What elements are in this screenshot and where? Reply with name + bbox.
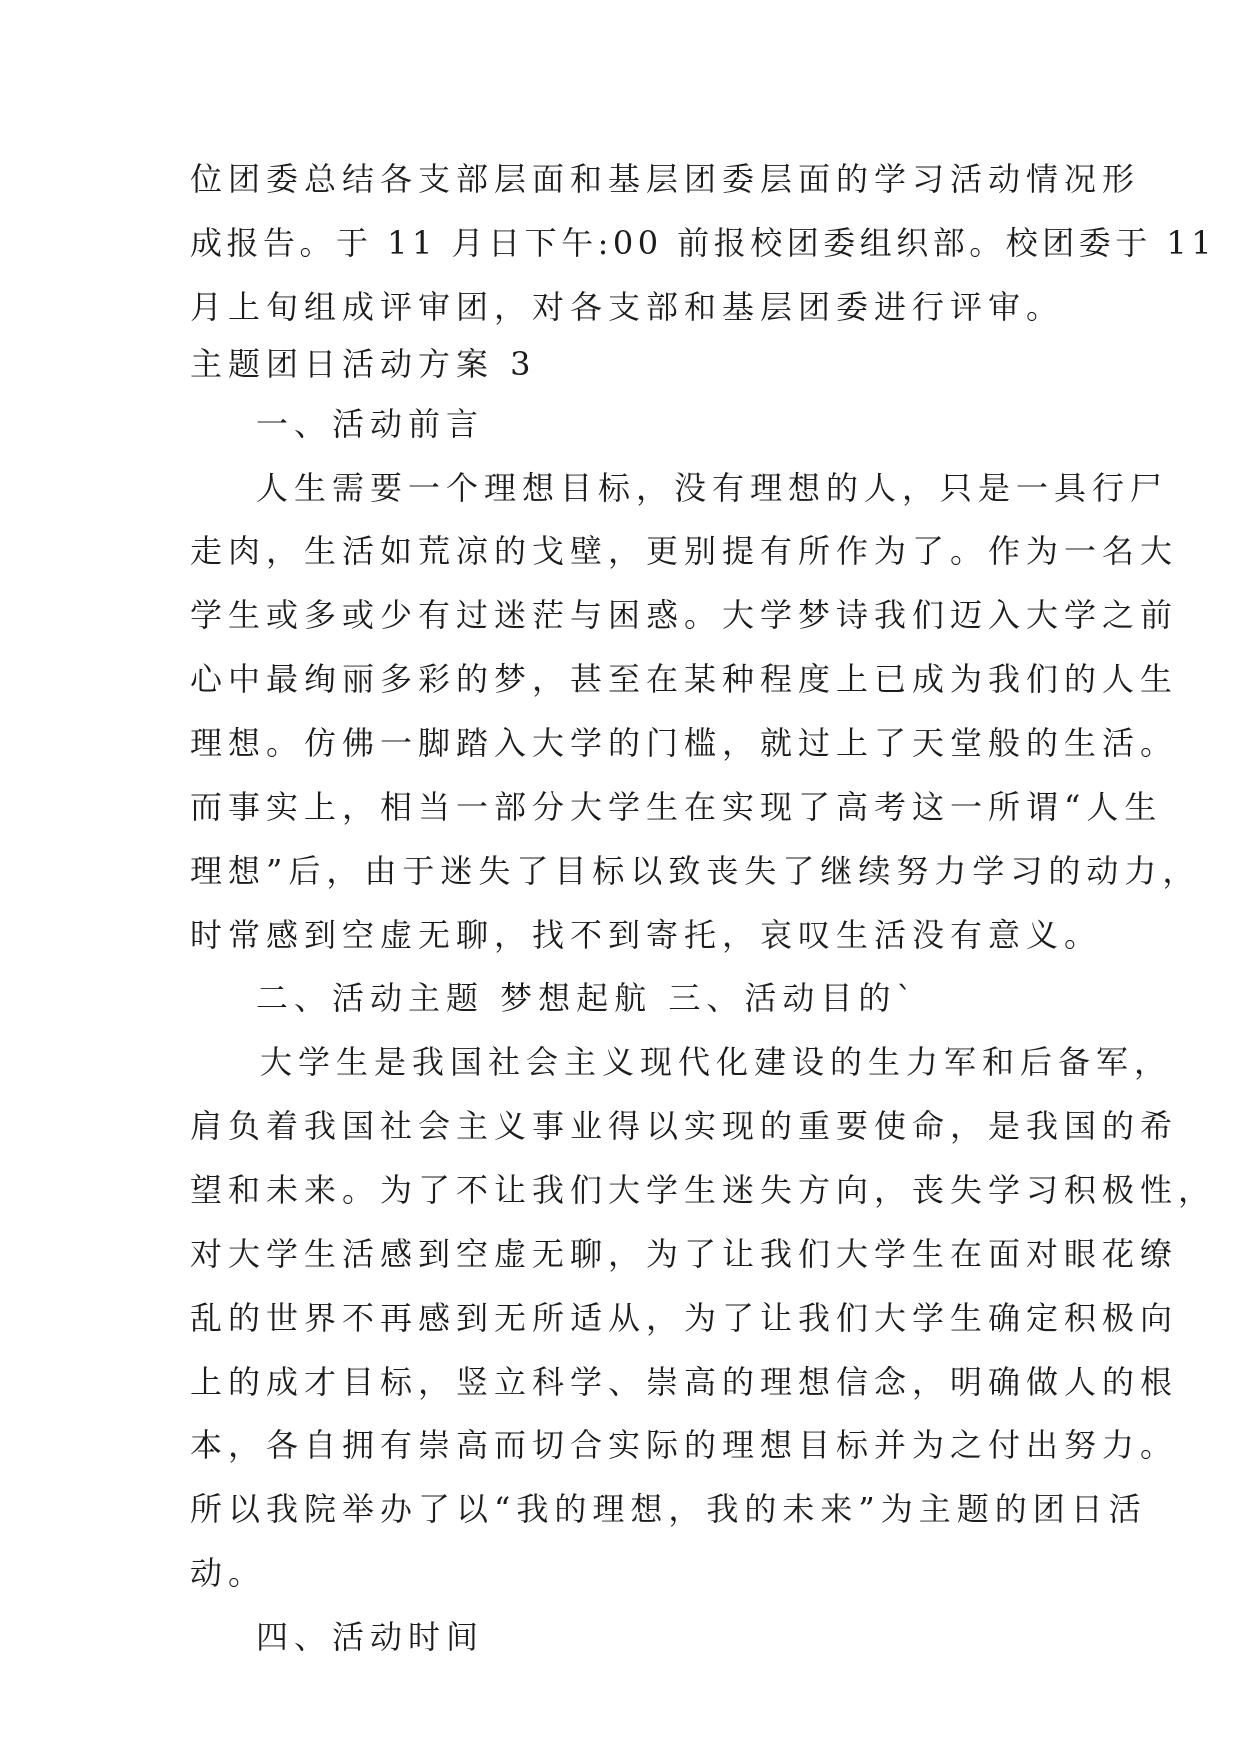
- body-line-12: 理想”后，由于迷失了目标以致丧失了继续努力学习的动力，: [190, 852, 1201, 890]
- body-line-16: 肩负着我国社会主义事业得以实现的重要使命，是我国的希: [190, 1107, 1179, 1145]
- body-line-13: 时常感到空虚无聊，找不到寄托，哀叹生活没有意义。: [190, 916, 1103, 954]
- body-line-2: 成报告。于 11 月日下午:00 前报校团委组织部。校团委于 11: [190, 224, 1217, 262]
- subheading-theme-purpose: 二、活动主题 梦想起航 三、活动目的`: [256, 979, 919, 1017]
- body-line-3: 月上旬组成评审团，对各支部和基层团委进行评审。: [190, 288, 1065, 326]
- body-line-7: 走肉，生活如荒凉的戈壁，更别提有所作为了。作为一名大: [190, 532, 1179, 570]
- body-line-9: 心中最绚丽多彩的梦，甚至在某种程度上已成为我们的人生: [190, 660, 1179, 698]
- body-line-10: 理想。仿佛一脚踏入大学的门槛，就过上了天堂般的生活。: [190, 724, 1179, 762]
- body-line-20: 上的成才目标，竖立科学、崇高的理想信念，明确做人的根: [190, 1363, 1179, 1401]
- body-line-23: 动。: [190, 1554, 267, 1592]
- body-line-22: 所以我院举办了以“我的理想，我的未来”为主题的团日活: [190, 1490, 1147, 1528]
- section-heading: 主题团日活动方案 3: [190, 345, 537, 383]
- body-line-17: 望和未来。为了不让我们大学生迷失方向，丧失学习积极性，: [190, 1171, 1217, 1209]
- body-line-18: 对大学生活感到空虚无聊，为了让我们大学生在面对眼花缭: [190, 1235, 1179, 1273]
- body-line-1: 位团委总结各支部层面和基层团委层面的学习活动情况形: [190, 160, 1141, 198]
- body-line-21: 本，各自拥有崇高而切合实际的理想目标并为之付出努力。: [190, 1426, 1179, 1464]
- body-line-8: 学生或多或少有过迷茫与困惑。大学梦诗我们迈入大学之前: [190, 596, 1179, 634]
- body-line-11: 而事实上，相当一部分大学生在实现了高考这一所谓“人生: [190, 788, 1163, 826]
- body-line-6: 人生需要一个理想目标，没有理想的人，只是一具行尸: [256, 469, 1169, 507]
- subheading-preface: 一、活动前言: [256, 405, 485, 443]
- subheading-time: 四、活动时间: [256, 1618, 485, 1656]
- body-line-19: 乱的世界不再感到无所适从，为了让我们大学生确定积极向: [190, 1299, 1179, 1337]
- body-line-15: 大学生是我国社会主义现代化建设的生力军和后备军，: [260, 1043, 1173, 1081]
